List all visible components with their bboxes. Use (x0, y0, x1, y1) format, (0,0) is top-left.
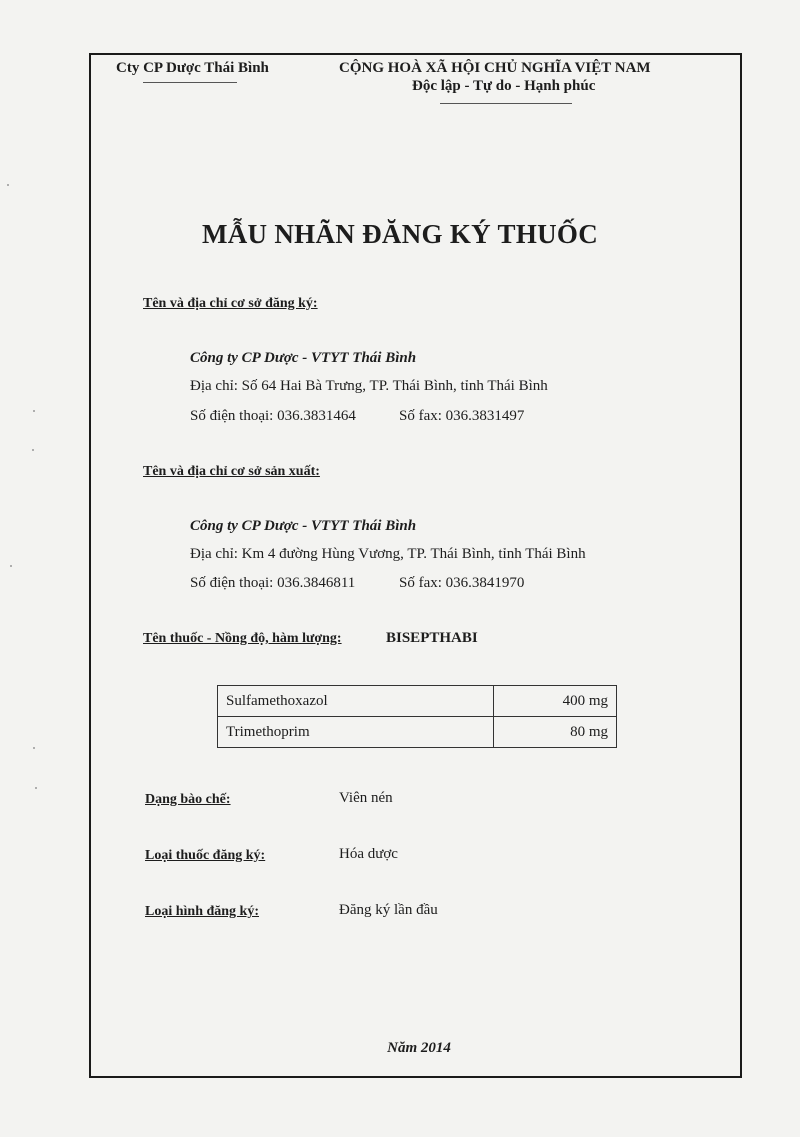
registration-type-value: Đăng ký lần đầu (339, 902, 438, 918)
dosage-form-value: Viên nén (339, 790, 393, 806)
nation-header: CỘNG HOÀ XÃ HỘI CHỦ NGHĨA VIỆT NAM (339, 60, 651, 76)
company-header-underline (143, 82, 237, 83)
registration-type-label: Loại hình đăng ký: (145, 904, 259, 919)
drug-type-label: Loại thuốc đăng ký: (145, 848, 266, 863)
manufacturer-address: Địa chỉ: Km 4 đường Hùng Vương, TP. Thái Bình, tỉnh Thái Bình (190, 546, 586, 562)
drug-label: Tên thuốc - Nồng độ, hàm lượng: (143, 631, 342, 646)
drug-type-value: Hóa dược (339, 846, 398, 862)
manufacturer-company: Công ty CP Dược - VTYT Thái Bình (190, 518, 417, 534)
ingredient-amount: 400 mg (494, 686, 617, 717)
manufacturer-label: Tên và địa chỉ cơ sở sản xuất: (143, 464, 320, 479)
drug-name: BISEPTHABI (386, 630, 478, 646)
manufacturer-fax: Số fax: 036.3841970 (399, 575, 525, 591)
document-title: MẪU NHÃN ĐĂNG KÝ THUỐC (201, 219, 599, 249)
registrant-fax: Số fax: 036.3831497 (399, 408, 525, 424)
ingredient-name: Trimethoprim (218, 717, 494, 748)
scan-speck (33, 747, 35, 749)
table-row (218, 717, 617, 748)
year: Năm 2014 (387, 1040, 451, 1056)
scan-speck (7, 184, 9, 186)
registrant-company: Công ty CP Dược - VTYT Thái Bình (190, 350, 417, 366)
ingredient-name: Sulfamethoxazol (218, 686, 494, 717)
scan-speck (10, 565, 12, 567)
scan-speck (35, 787, 37, 789)
ingredients-table (217, 685, 617, 748)
scan-speck (32, 449, 34, 451)
page-border (89, 53, 742, 1078)
registrant-address: Địa chỉ: Số 64 Hai Bà Trưng, TP. Thái Bình, tỉnh Thái Bình (190, 378, 548, 394)
national-motto: Độc lập - Tự do - Hạnh phúc (412, 78, 596, 94)
manufacturer-phone: Số điện thoại: 036.3846811 (190, 575, 356, 591)
registrant-phone: Số điện thoại: 036.3831464 (190, 408, 356, 424)
registrant-label: Tên và địa chỉ cơ sở đăng ký: (143, 296, 318, 311)
dosage-form-label: Dạng bào chế: (145, 792, 231, 807)
table-row (218, 686, 617, 717)
motto-underline (440, 103, 572, 104)
ingredient-amount: 80 mg (494, 717, 617, 748)
scan-speck (33, 410, 35, 412)
company-header: Cty CP Dược Thái Bình (116, 60, 269, 76)
